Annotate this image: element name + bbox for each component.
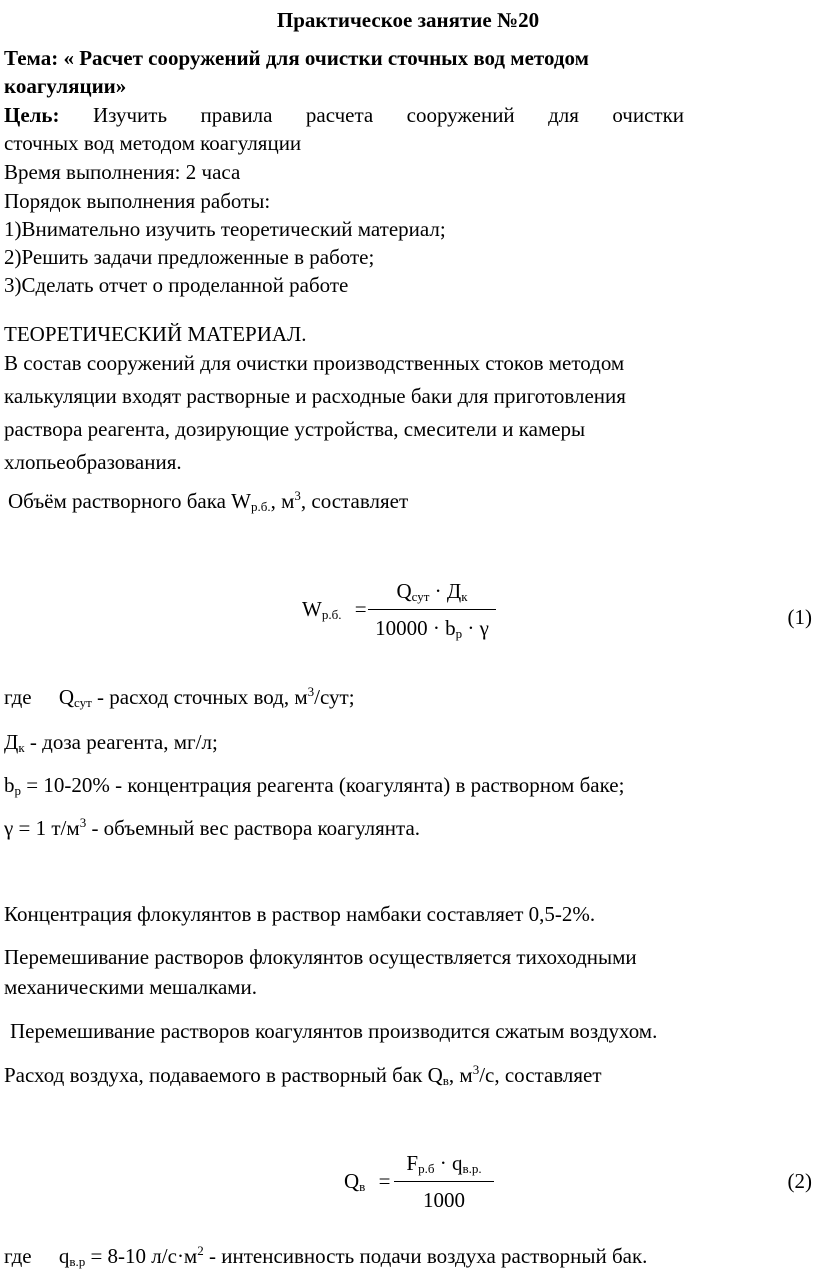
formula-symbol: γ <box>479 616 489 640</box>
where-text: - объемный вес раствора коагулянта. <box>91 816 421 840</box>
theory-line: калькуляции входят растворные и расходные баки для приготовления <box>4 384 626 408</box>
where-symbol: q <box>58 1244 70 1268</box>
formula-equals: = <box>354 597 367 621</box>
formula-2-fraction-bar <box>394 1181 494 1182</box>
where-text: - доза реагента, мг/л; <box>29 730 218 754</box>
where-text: - интенсивность подачи воздуха растворный бак. <box>208 1244 648 1268</box>
formula-2-denominator <box>394 1186 494 1214</box>
time-text: Время выполнения: 2 часа <box>4 160 241 184</box>
goal-line-1 <box>4 101 684 129</box>
formula-sub: в.р. <box>462 1161 482 1176</box>
procedure-step: 3)Сделать отчет о проделанной работе <box>4 273 349 297</box>
tank-volume-intro <box>8 487 408 516</box>
coagulant-mixing: Перемешивание растворов коагулянтов производится сжатым воздухом. <box>10 1019 658 1043</box>
intro-sub: р.б. <box>251 499 271 514</box>
formula-equals: = <box>378 1169 391 1193</box>
flocculant-mixing-line-2: механическими мешалками. <box>4 975 258 999</box>
intro-sup: 3 <box>294 488 301 503</box>
intro-text: , составляет <box>300 489 409 513</box>
where-q <box>4 683 355 712</box>
flocculant-mixing-line-1: Перемешивание растворов флокулянтов осуществляется тихоходными <box>4 945 637 969</box>
intro-sub: в <box>442 1073 449 1088</box>
formula-dot: · <box>432 616 440 640</box>
formula-symbol: Д <box>446 579 462 603</box>
topic-label: Тема: <box>4 46 59 70</box>
where-text: γ = 1 т/м <box>4 816 80 840</box>
where-sup: 3 <box>307 684 315 699</box>
theory-line: хлопьеобразования. <box>4 450 182 474</box>
formula-dot: · <box>439 1151 447 1175</box>
topic-text: « Расчет сооружений для очистки сточных вод методом <box>63 46 589 70</box>
goal-text: Изучить правила расчета сооружений для очистки <box>92 103 685 127</box>
theory-line: В состав сооружений для очистки производственных стоков методом <box>4 351 625 375</box>
where-sub: р <box>14 783 21 798</box>
formula-1-number: (1) <box>787 605 812 629</box>
topic-line-2: коагуляции» <box>4 74 127 98</box>
intro-sup: 3 <box>472 1062 480 1077</box>
where-gamma <box>4 814 420 842</box>
procedure-step: 2)Решить задачи предложенные в работе; <box>4 245 375 269</box>
where-label: где <box>4 1244 32 1268</box>
goal-label: Цель: <box>4 103 60 127</box>
where-text: - расход сточных вод, м <box>97 685 308 709</box>
intro-text: Объём растворного бака W <box>8 489 251 513</box>
formula-2-lhs <box>344 1167 390 1196</box>
formula-symbol: b <box>445 616 456 640</box>
where-sub: к <box>18 740 25 755</box>
formula-1-fraction-bar <box>368 609 496 610</box>
formula-sub: в <box>359 1179 366 1194</box>
where-q-air <box>4 1242 647 1271</box>
formula-1-lhs <box>302 595 367 624</box>
where-symbol: Д <box>4 730 19 754</box>
air-flow-intro <box>4 1061 602 1090</box>
where-label: где <box>4 685 32 709</box>
formula-dot: · <box>434 579 442 603</box>
procedure-heading: Порядок выполнения работы: <box>4 189 271 213</box>
topic-line-1 <box>4 44 589 72</box>
formula-1-denominator <box>368 614 496 643</box>
theory-heading: ТЕОРЕТИЧЕСКИЙ МАТЕРИАЛ. <box>4 322 307 346</box>
where-symbol: b <box>4 773 15 797</box>
formula-dot: · <box>467 616 475 640</box>
formula-number: 10000 <box>375 616 428 640</box>
formula-2-numerator <box>394 1149 494 1178</box>
where-sup: 3 <box>79 815 87 830</box>
intro-text: , м <box>270 489 295 513</box>
where-sub: в.р <box>69 1254 86 1269</box>
formula-2-number: (2) <box>787 1169 812 1193</box>
formula-sub: р.б <box>418 1161 435 1176</box>
where-sup: 2 <box>197 1243 204 1258</box>
formula-1-numerator <box>368 577 496 606</box>
procedure-step: 1)Внимательно изучить теоретический материал; <box>4 217 446 241</box>
formula-symbol: Q <box>396 579 412 603</box>
page-title: Практическое занятие №20 <box>276 8 540 32</box>
formula-sub: к <box>461 589 468 604</box>
where-sub: сут <box>74 695 92 710</box>
intro-text: /с, составляет <box>479 1063 602 1087</box>
goal-line-2: сточных вод методом коагуляции <box>4 131 302 155</box>
formula-symbol: Q <box>344 1169 360 1193</box>
theory-line: раствора реагента, дозирующие устройства, смесители и камеры <box>4 417 586 441</box>
where-symbol: Q <box>58 685 74 709</box>
where-text: = 8-10 л/с·м <box>90 1244 198 1268</box>
formula-sub: сут <box>411 589 430 604</box>
where-d <box>4 728 218 757</box>
formula-symbol: q <box>451 1151 463 1175</box>
where-text: = 10-20% - концентрация реагента (коагулянта) в растворном баке; <box>26 773 625 797</box>
intro-text: , м <box>448 1063 473 1087</box>
formula-symbol: F <box>406 1151 419 1175</box>
where-b <box>4 771 624 800</box>
where-text: /сут; <box>314 685 355 709</box>
intro-text: Расход воздуха, подаваемого в растворный бак Q <box>4 1063 443 1087</box>
formula-symbol: W <box>302 597 322 621</box>
flocculant-concentration: Концентрация флокулянтов в раствор намбаки составляет 0,5-2%. <box>4 902 596 926</box>
formula-sub: р.б. <box>321 607 342 622</box>
formula-number: 1000 <box>423 1188 465 1212</box>
formula-sub: р <box>455 626 463 641</box>
